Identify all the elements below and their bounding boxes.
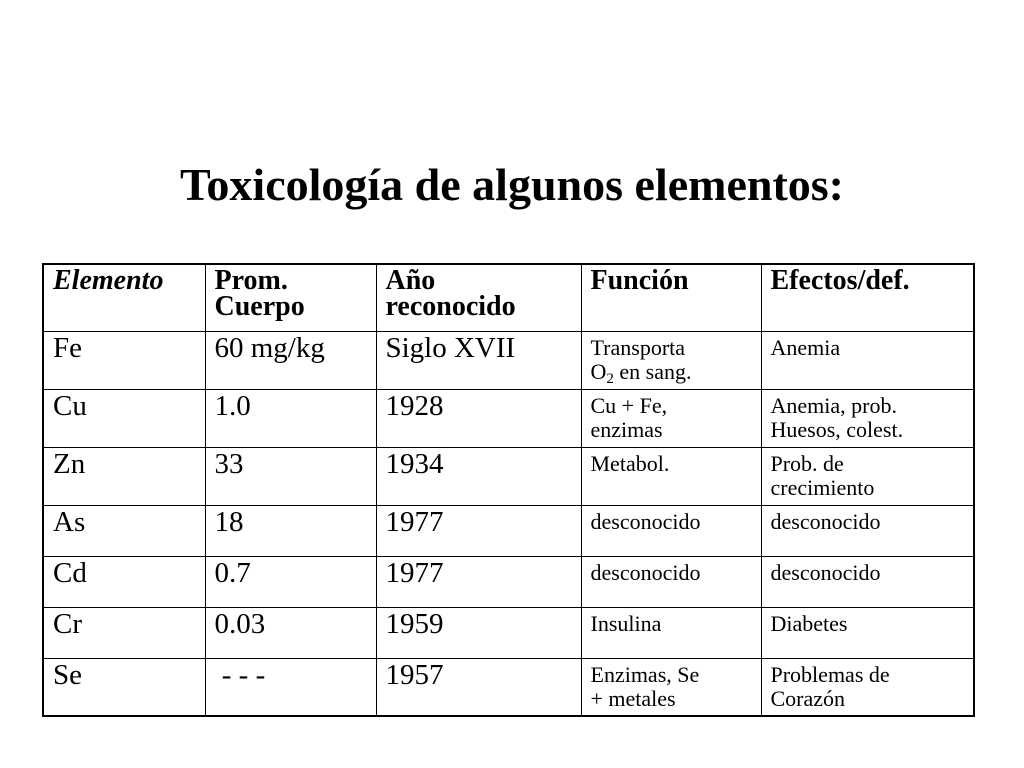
cell-efectos — [761, 389, 974, 447]
efectos-line-2: Huesos, colest. — [770, 416, 904, 442]
cell-anio: 1934 — [376, 447, 581, 505]
header-anio-line-1: Año — [385, 265, 436, 296]
cell-efectos — [761, 447, 974, 505]
efectos-line-1: desconocido — [770, 559, 881, 585]
table-row — [43, 447, 974, 505]
oxygen-symbol: O — [590, 358, 607, 384]
header-prom-line-1: Prom. — [214, 265, 288, 296]
oxygen-subscript: 2 — [606, 370, 614, 387]
cell-funcion — [581, 505, 761, 556]
cell-funcion — [581, 331, 761, 389]
cell-efectos — [761, 607, 974, 658]
cell-anio: 1957 — [376, 658, 581, 716]
cell-efectos — [761, 505, 974, 556]
cell-funcion — [581, 389, 761, 447]
header-efectos: Efectos/def. — [761, 264, 974, 331]
cell-prom: 0.7 — [205, 556, 376, 607]
table-row — [43, 331, 974, 389]
cell-funcion — [581, 607, 761, 658]
cell-anio: 1928 — [376, 389, 581, 447]
funcion-line-2-rest: en sang. — [613, 358, 692, 384]
cell-prom: - - - — [205, 658, 376, 716]
cell-anio: 1959 — [376, 607, 581, 658]
efectos-line-2: Corazón — [770, 685, 846, 711]
header-anio-reconocido — [376, 264, 581, 331]
cell-prom: 18 — [205, 505, 376, 556]
funcion-line-2: enzimas — [590, 416, 663, 442]
funcion-line-1: Cu + Fe, — [590, 392, 668, 418]
header-elemento: Elemento — [43, 264, 205, 331]
funcion-line-2 — [590, 358, 753, 387]
cell-elemento: Zn — [43, 447, 205, 505]
cell-funcion — [581, 556, 761, 607]
cell-elemento: Fe — [43, 331, 205, 389]
efectos-line-1: desconocido — [770, 508, 881, 534]
funcion-line-1: desconocido — [590, 559, 701, 585]
funcion-line-1: Insulina — [590, 610, 662, 636]
cell-funcion — [581, 658, 761, 716]
cell-funcion — [581, 447, 761, 505]
efectos-line-1: Diabetes — [770, 610, 848, 636]
efectos-line-1: Anemia — [770, 334, 841, 360]
header-anio-line-2: reconocido — [385, 291, 516, 322]
efectos-line-1: Problemas de — [770, 661, 890, 687]
funcion-line-1: Transporta — [590, 334, 686, 360]
cell-elemento: Se — [43, 658, 205, 716]
funcion-line-1: Metabol. — [590, 450, 670, 476]
cell-anio: Siglo XVII — [376, 331, 581, 389]
efectos-line-1: Prob. de — [770, 450, 844, 476]
cell-prom: 1.0 — [205, 389, 376, 447]
funcion-line-1: desconocido — [590, 508, 701, 534]
header-funcion: Función — [581, 264, 761, 331]
funcion-line-1: Enzimas, Se — [590, 661, 700, 687]
cell-prom: 60 mg/kg — [205, 331, 376, 389]
table-row — [43, 505, 974, 556]
cell-elemento: Cr — [43, 607, 205, 658]
cell-elemento: Cu — [43, 389, 205, 447]
efectos-line-2: crecimiento — [770, 474, 875, 500]
table-header-row — [43, 264, 974, 331]
header-prom-line-2: Cuerpo — [214, 291, 305, 322]
cell-anio: 1977 — [376, 505, 581, 556]
table-row — [43, 607, 974, 658]
cell-anio: 1977 — [376, 556, 581, 607]
cell-efectos — [761, 658, 974, 716]
table-row — [43, 389, 974, 447]
table-row — [43, 556, 974, 607]
cell-prom: 33 — [205, 447, 376, 505]
cell-prom: 0.03 — [205, 607, 376, 658]
cell-elemento: As — [43, 505, 205, 556]
funcion-line-2: + metales — [590, 685, 676, 711]
header-prom-cuerpo — [205, 264, 376, 331]
slide-title: Toxicología de algunos elementos: — [179, 159, 845, 210]
cell-efectos — [761, 331, 974, 389]
efectos-line-1: Anemia, prob. — [770, 392, 897, 418]
table-row — [43, 658, 974, 716]
cell-efectos — [761, 556, 974, 607]
toxicology-table — [42, 263, 975, 717]
cell-elemento: Cd — [43, 556, 205, 607]
